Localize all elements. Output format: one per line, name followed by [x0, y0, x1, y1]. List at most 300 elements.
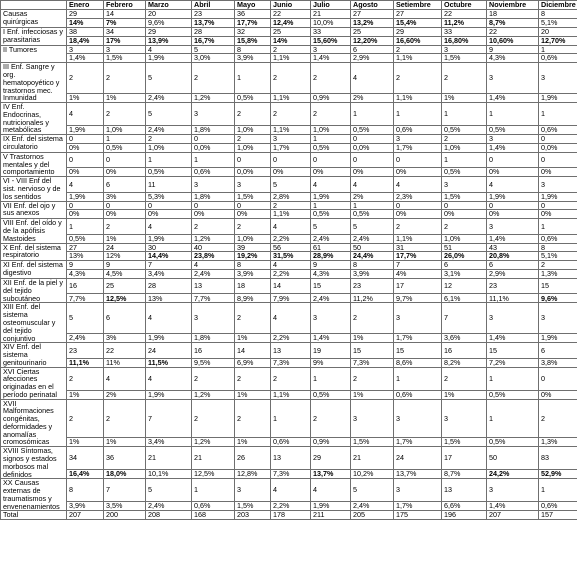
table-row-percentages: [1, 438, 577, 447]
table-row-percentages: [1, 234, 577, 243]
percentage-cell: 0,5%: [442, 126, 487, 135]
percentage-cell: 3,4%: [146, 438, 192, 447]
count-cell: 4: [394, 177, 442, 192]
count-cell: 0: [487, 152, 539, 167]
count-cell: 15: [539, 279, 577, 294]
table-row-counts: [1, 243, 577, 252]
percentage-cell: 2,4%: [146, 126, 192, 135]
percentage-cell: 1,5%: [442, 54, 487, 63]
percentage-cell: 3,9%: [351, 270, 394, 279]
count-cell: 5: [351, 219, 394, 234]
count-cell: 27: [67, 243, 104, 252]
count-cell: 24: [146, 343, 192, 358]
count-cell: 3: [394, 399, 442, 438]
count-cell: 2: [235, 399, 271, 438]
count-cell: 2: [442, 219, 487, 234]
row-category-label: IX Enf. del sistema circulatorio: [1, 135, 67, 153]
percentage-cell: 0%: [394, 168, 442, 177]
percentage-cell: 0%: [311, 168, 351, 177]
count-cell: 25: [271, 27, 311, 36]
count-cell: 1: [67, 219, 104, 234]
month-header: Julio: [311, 1, 351, 10]
count-cell: 1: [442, 103, 487, 126]
count-cell: 14: [104, 10, 146, 19]
count-cell: 4: [146, 303, 192, 334]
percentage-cell: 0,5%: [442, 168, 487, 177]
count-cell: 38: [67, 27, 104, 36]
row-category-label: X Enf. del sistema respiratorio: [1, 243, 67, 261]
percentage-cell: 0,0%: [192, 143, 235, 152]
count-cell: 8: [235, 261, 271, 270]
count-cell: 1: [351, 201, 394, 210]
percentage-cell: 9,7%: [394, 294, 442, 303]
percentage-cell: 1,9%: [539, 334, 577, 343]
percentage-cell: 1,4%: [311, 334, 351, 343]
table-row-percentages: [1, 252, 577, 261]
percentage-cell: 1%: [67, 438, 104, 447]
count-cell: 2: [539, 261, 577, 270]
percentage-cell: 0,5%: [487, 126, 539, 135]
table-row-percentages: [1, 502, 577, 511]
percentage-cell: 11%: [104, 358, 146, 367]
percentage-cell: 10,0%: [311, 18, 351, 27]
percentage-cell: 1,0%: [235, 234, 271, 243]
percentage-cell: 0,5%: [67, 234, 104, 243]
percentage-cell: 1,5%: [351, 438, 394, 447]
percentage-cell: 11,1%: [67, 358, 104, 367]
percentage-cell: 11,5%: [146, 358, 192, 367]
count-cell: 3: [311, 303, 351, 334]
count-cell: 2: [192, 367, 235, 390]
percentage-cell: 12,5%: [104, 294, 146, 303]
percentage-cell: 0,5%: [311, 390, 351, 399]
count-cell: 6: [104, 303, 146, 334]
count-cell: 8: [539, 243, 577, 252]
percentage-cell: 0%: [67, 210, 104, 219]
header-row: [1, 1, 577, 10]
percentage-cell: 0,6%: [539, 502, 577, 511]
count-cell: 3: [487, 219, 539, 234]
percentage-cell: 1,4%: [487, 334, 539, 343]
percentage-cell: 4,3%: [487, 54, 539, 63]
count-cell: 2: [271, 45, 311, 54]
percentage-cell: 0%: [394, 210, 442, 219]
count-cell: 4: [351, 63, 394, 94]
count-cell: 23: [192, 10, 235, 19]
percentage-cell: 10,60%: [487, 36, 539, 45]
count-cell: 2: [271, 63, 311, 94]
count-cell: 0: [271, 152, 311, 167]
count-cell: 2: [235, 303, 271, 334]
total-cell: 168: [192, 511, 235, 520]
count-cell: 34: [67, 447, 104, 470]
percentage-cell: 3%: [104, 192, 146, 201]
percentage-cell: 1,9%: [146, 390, 192, 399]
count-cell: 19: [311, 343, 351, 358]
percentage-cell: 1,5%: [442, 192, 487, 201]
table-row-percentages: [1, 143, 577, 152]
count-cell: 5: [67, 303, 104, 334]
count-cell: 3: [487, 303, 539, 334]
percentage-cell: 2,9%: [487, 270, 539, 279]
count-cell: 16: [67, 279, 104, 294]
table-row-counts: [1, 219, 577, 234]
count-cell: 1: [539, 479, 577, 502]
percentage-cell: 12,20%: [351, 36, 394, 45]
count-cell: 3: [271, 135, 311, 144]
percentage-cell: 0%: [67, 168, 104, 177]
percentage-cell: 0%: [487, 210, 539, 219]
count-cell: 1: [442, 152, 487, 167]
percentage-cell: 1,1%: [394, 94, 442, 103]
table-row-percentages: [1, 270, 577, 279]
count-cell: 13: [271, 447, 311, 470]
count-cell: 3: [539, 177, 577, 192]
row-category-label: XII Enf. de la piel y del tejido subcutáneo: [1, 279, 67, 303]
percentage-cell: 13%: [146, 294, 192, 303]
percentage-cell: 14%: [271, 36, 311, 45]
percentage-cell: 6,6%: [442, 502, 487, 511]
percentage-cell: 1%: [235, 390, 271, 399]
row-category-label: XI Enf. del sistema digestivo: [1, 261, 67, 279]
percentage-cell: 1,8%: [192, 126, 235, 135]
count-cell: 40: [192, 243, 235, 252]
count-cell: 31: [394, 243, 442, 252]
count-cell: 6: [487, 261, 539, 270]
percentage-cell: 0%: [539, 210, 577, 219]
count-cell: 27: [351, 10, 394, 19]
count-cell: 0: [192, 135, 235, 144]
percentage-cell: 0,0%: [235, 168, 271, 177]
percentage-cell: 3,8%: [539, 358, 577, 367]
count-cell: 29: [394, 27, 442, 36]
count-cell: 4: [146, 367, 192, 390]
percentage-cell: 1,9%: [311, 192, 351, 201]
percentage-cell: 12,70%: [539, 36, 577, 45]
percentage-cell: 1,1%: [394, 54, 442, 63]
percentage-cell: 13,7%: [394, 470, 442, 479]
percentage-cell: 9,5%: [192, 358, 235, 367]
percentage-cell: 13%: [67, 252, 104, 261]
percentage-cell: 0,5%: [351, 210, 394, 219]
count-cell: 3: [539, 63, 577, 94]
count-cell: 3: [104, 45, 146, 54]
count-cell: 7: [104, 479, 146, 502]
percentage-cell: 1,8%: [192, 334, 235, 343]
percentage-cell: 5,3%: [146, 192, 192, 201]
count-cell: 21: [351, 447, 394, 470]
count-cell: 23: [351, 279, 394, 294]
count-cell: 1: [487, 399, 539, 438]
count-cell: 4: [351, 177, 394, 192]
percentage-cell: 0%: [442, 210, 487, 219]
count-cell: 6: [104, 177, 146, 192]
percentage-cell: 12,5%: [192, 470, 235, 479]
percentage-cell: 0%: [235, 210, 271, 219]
count-cell: 1: [539, 45, 577, 54]
count-cell: 2: [235, 367, 271, 390]
count-cell: 14: [271, 279, 311, 294]
count-cell: 0: [311, 152, 351, 167]
count-cell: 0: [67, 135, 104, 144]
percentage-cell: 11,1%: [487, 294, 539, 303]
count-cell: 3: [442, 399, 487, 438]
count-cell: 2: [394, 45, 442, 54]
table-row-percentages: [1, 192, 577, 201]
count-cell: 1: [351, 103, 394, 126]
count-cell: 29: [146, 27, 192, 36]
count-cell: 15: [394, 343, 442, 358]
percentage-cell: 0%: [104, 168, 146, 177]
total-cell: 203: [235, 511, 271, 520]
percentage-cell: 9%: [311, 358, 351, 367]
percentage-cell: 2,9%: [351, 54, 394, 63]
percentage-cell: 17,7%: [235, 18, 271, 27]
count-cell: 9: [104, 261, 146, 270]
percentage-cell: 0%: [351, 168, 394, 177]
count-cell: 28: [146, 279, 192, 294]
count-cell: 3: [487, 479, 539, 502]
count-cell: 21: [146, 447, 192, 470]
percentage-cell: 0,0%: [351, 143, 394, 152]
percentage-cell: 0,5%: [311, 143, 351, 152]
percentage-cell: 52,9%: [539, 470, 577, 479]
count-cell: 1: [539, 103, 577, 126]
count-cell: 8: [67, 479, 104, 502]
percentage-cell: 14,4%: [146, 252, 192, 261]
count-cell: 4: [146, 219, 192, 234]
count-cell: 23: [67, 343, 104, 358]
count-cell: 15: [487, 343, 539, 358]
percentage-cell: 1,4%: [487, 234, 539, 243]
count-cell: 5: [351, 479, 394, 502]
count-cell: 2: [311, 399, 351, 438]
table-body: [1, 10, 577, 520]
percentage-cell: 11,2%: [442, 18, 487, 27]
count-cell: 4: [311, 479, 351, 502]
count-cell: 17: [442, 447, 487, 470]
count-cell: 4: [487, 177, 539, 192]
count-cell: 1: [192, 479, 235, 502]
row-category-label: XIII Enf. del sistema osteomuscular y del tejido conjuntivo: [1, 303, 67, 343]
row-category-label: VIII Enf. del oído y de la apófisis Mastoides: [1, 219, 67, 243]
percentage-cell: 1,1%: [271, 54, 311, 63]
percentage-cell: 7,2%: [487, 358, 539, 367]
count-cell: 4: [271, 261, 311, 270]
count-cell: 1: [394, 367, 442, 390]
percentage-cell: 10,2%: [351, 470, 394, 479]
count-cell: 1: [487, 367, 539, 390]
count-cell: 23: [487, 279, 539, 294]
percentage-cell: 2,4%: [67, 334, 104, 343]
count-cell: 2: [271, 201, 311, 210]
percentage-cell: 1,1%: [271, 94, 311, 103]
count-cell: 1: [146, 152, 192, 167]
table-row-counts: [1, 303, 577, 334]
percentage-cell: 1,2%: [192, 234, 235, 243]
count-cell: 18: [235, 279, 271, 294]
percentage-cell: 8,7%: [442, 470, 487, 479]
percentage-cell: 0%: [67, 143, 104, 152]
count-cell: 39: [235, 243, 271, 252]
count-cell: 27: [394, 10, 442, 19]
row-category-label: VII Enf. del ojo y sus anexos: [1, 201, 67, 219]
month-header: Agosto: [351, 1, 394, 10]
percentage-cell: 1,8%: [192, 192, 235, 201]
percentage-cell: 13,2%: [351, 18, 394, 27]
percentage-cell: 4,5%: [104, 270, 146, 279]
percentage-cell: 1%: [104, 234, 146, 243]
month-header: Junio: [271, 1, 311, 10]
percentage-cell: 6,1%: [442, 294, 487, 303]
percentage-cell: 26,0%: [442, 252, 487, 261]
percentage-cell: 2,2%: [271, 502, 311, 511]
percentage-cell: 1,5%: [442, 438, 487, 447]
total-cell: 157: [539, 511, 577, 520]
percentage-cell: 0,6%: [192, 502, 235, 511]
percentage-cell: 1%: [351, 334, 394, 343]
table-row-counts: [1, 343, 577, 358]
percentage-cell: 1,5%: [235, 192, 271, 201]
count-cell: 2: [192, 219, 235, 234]
count-cell: 2: [271, 367, 311, 390]
percentage-cell: 0,6%: [394, 126, 442, 135]
count-cell: 3: [539, 303, 577, 334]
count-cell: 4: [271, 303, 311, 334]
count-cell: 1: [271, 399, 311, 438]
month-header: Marzo: [146, 1, 192, 10]
row-category-label: XVIII Síntomas, signos y estados morbosos mal definidos: [1, 447, 67, 479]
row-category-label: II Tumores: [1, 45, 67, 63]
percentage-cell: 9,6%: [539, 294, 577, 303]
percentage-cell: 3,9%: [235, 54, 271, 63]
table-row-counts: [1, 279, 577, 294]
total-cell: 175: [394, 511, 442, 520]
percentage-cell: 8,7%: [487, 18, 539, 27]
row-category-label: Causas quirúrgicas: [1, 10, 67, 28]
count-cell: 14: [235, 343, 271, 358]
percentage-cell: 1,4%: [487, 94, 539, 103]
count-cell: 51: [442, 243, 487, 252]
percentage-cell: 16,80%: [442, 36, 487, 45]
count-cell: 22: [442, 10, 487, 19]
percentage-cell: 3,9%: [235, 270, 271, 279]
table-row-counts: [1, 447, 577, 470]
percentage-cell: 8,6%: [394, 358, 442, 367]
percentage-cell: 1,9%: [67, 126, 104, 135]
count-cell: 2: [394, 219, 442, 234]
percentage-cell: 2,8%: [271, 192, 311, 201]
percentage-cell: 2,2%: [271, 234, 311, 243]
percentage-cell: 0,5%: [235, 94, 271, 103]
count-cell: 0: [539, 201, 577, 210]
percentage-cell: 3,6%: [442, 334, 487, 343]
count-cell: 7: [146, 261, 192, 270]
month-header: Setiembre: [394, 1, 442, 10]
percentage-cell: 1,9%: [311, 502, 351, 511]
table-row-counts: [1, 10, 577, 19]
count-cell: 22: [271, 10, 311, 19]
percentage-cell: 0%: [539, 168, 577, 177]
count-cell: 20: [146, 10, 192, 19]
count-cell: 83: [539, 447, 577, 470]
count-cell: 0: [539, 135, 577, 144]
count-cell: 22: [104, 343, 146, 358]
percentage-cell: 11,2%: [351, 294, 394, 303]
row-category-label: XX Causas externas de traumatismos y envenenamientos: [1, 479, 67, 511]
table-row-counts: [1, 399, 577, 438]
count-cell: 4: [271, 479, 311, 502]
percentage-cell: 0,6%: [539, 126, 577, 135]
percentage-cell: 1%: [235, 438, 271, 447]
count-cell: 3: [394, 479, 442, 502]
percentage-cell: 16,60%: [394, 36, 442, 45]
percentage-cell: 28,9%: [311, 252, 351, 261]
percentage-cell: 4%: [394, 270, 442, 279]
count-cell: 4: [192, 261, 235, 270]
percentage-cell: 2,4%: [311, 234, 351, 243]
total-row: [1, 511, 577, 520]
count-cell: 20: [539, 27, 577, 36]
count-cell: 1: [311, 367, 351, 390]
percentage-cell: 2%: [351, 192, 394, 201]
count-cell: 2: [311, 63, 351, 94]
percentage-cell: 1,9%: [146, 234, 192, 243]
table-row-percentages: [1, 36, 577, 45]
percentage-cell: 1,9%: [67, 192, 104, 201]
month-header: Noviembre: [487, 1, 539, 10]
percentage-cell: 8,2%: [442, 358, 487, 367]
percentage-cell: 0,6%: [192, 168, 235, 177]
count-cell: 1: [104, 135, 146, 144]
percentage-cell: 7%: [104, 18, 146, 27]
count-cell: 0: [394, 152, 442, 167]
count-cell: 0: [104, 152, 146, 167]
count-cell: 3: [311, 45, 351, 54]
percentage-cell: 4,3%: [311, 270, 351, 279]
percentage-cell: 7,3%: [271, 470, 311, 479]
total-cell: 211: [311, 511, 351, 520]
count-cell: 50: [487, 447, 539, 470]
count-cell: 24: [394, 447, 442, 470]
count-cell: 9: [487, 45, 539, 54]
percentage-cell: 7,7%: [192, 294, 235, 303]
header-corner: [1, 1, 67, 10]
count-cell: 21: [192, 447, 235, 470]
percentage-cell: 12%: [104, 252, 146, 261]
table-row-counts: [1, 479, 577, 502]
table-row-counts: [1, 103, 577, 126]
total-cell: 178: [271, 511, 311, 520]
count-cell: 0: [67, 201, 104, 210]
percentage-cell: 2%: [104, 390, 146, 399]
percentage-cell: 2,4%: [311, 294, 351, 303]
percentage-cell: 1,3%: [539, 438, 577, 447]
percentage-cell: 0,5%: [487, 438, 539, 447]
count-cell: 17: [394, 279, 442, 294]
count-cell: 1: [311, 201, 351, 210]
table-row-percentages: [1, 334, 577, 343]
percentage-cell: 2,4%: [351, 502, 394, 511]
percentage-cell: 13,9%: [146, 36, 192, 45]
count-cell: 24: [104, 243, 146, 252]
percentage-cell: 1,2%: [192, 390, 235, 399]
percentage-cell: 0,6%: [271, 438, 311, 447]
count-cell: 0: [104, 201, 146, 210]
percentage-cell: 1,9%: [539, 192, 577, 201]
percentage-cell: 1,9%: [146, 334, 192, 343]
percentage-cell: 7,7%: [67, 294, 104, 303]
